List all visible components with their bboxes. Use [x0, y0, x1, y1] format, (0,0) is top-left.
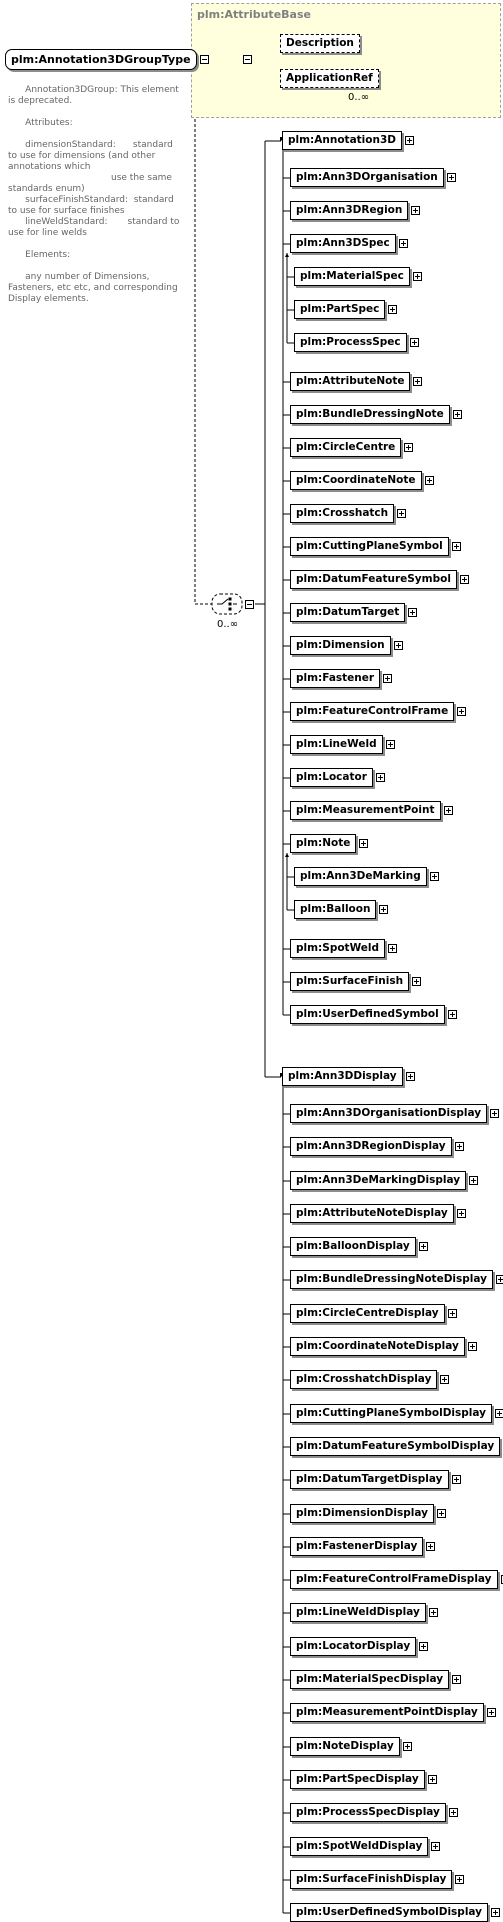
feature-control-frame-expand-icon[interactable]: [457, 707, 466, 716]
abstract-marker: [285, 853, 289, 857]
element-fastener-display[interactable]: plm:FastenerDisplay: [290, 1537, 423, 1556]
coordinate-note-display-expand-icon[interactable]: [468, 1342, 477, 1351]
ann3-dorganisation-display-expand-icon[interactable]: [490, 1109, 499, 1118]
line-weld-display-expand-icon[interactable]: [429, 1608, 438, 1617]
element-locator[interactable]: plm:Locator: [290, 768, 373, 787]
user-defined-symbol-display-expand-icon[interactable]: [491, 1908, 500, 1917]
element-locator-display[interactable]: plm:LocatorDisplay: [290, 1637, 416, 1656]
fastener-display-expand-icon[interactable]: [426, 1542, 435, 1551]
element-ann3-de-marking-display[interactable]: plm:Ann3DeMarkingDisplay: [290, 1171, 466, 1190]
part-spec-expand-icon[interactable]: [388, 305, 397, 314]
ann3-de-marking-expand-icon[interactable]: [430, 872, 439, 881]
element-note-display[interactable]: plm:NoteDisplay: [290, 1737, 400, 1756]
circle-centre-display-expand-icon[interactable]: [448, 1309, 457, 1318]
measurement-point-display-expand-icon[interactable]: [487, 1708, 496, 1717]
material-spec-display-expand-icon[interactable]: [452, 1675, 461, 1684]
attribute-note-display-expand-icon[interactable]: [457, 1209, 466, 1218]
attribute-group-box: [191, 3, 501, 118]
element-spot-weld[interactable]: plm:SpotWeld: [290, 939, 385, 958]
attribute-group-title: plm:AttributeBase: [197, 8, 311, 21]
element-attribute-note[interactable]: plm:AttributeNote: [290, 372, 410, 391]
annotation3-d-expand-icon[interactable]: [405, 136, 414, 145]
choice-icon[interactable]: [212, 594, 242, 614]
note-expand-icon[interactable]: [359, 839, 368, 848]
element-crosshatch[interactable]: plm:Crosshatch: [290, 504, 394, 523]
attribute-description[interactable]: Description: [280, 34, 360, 53]
element-balloon-display[interactable]: plm:BalloonDisplay: [290, 1237, 416, 1256]
element-crosshatch-display[interactable]: plm:CrosshatchDisplay: [290, 1370, 437, 1389]
element-fastener[interactable]: plm:Fastener: [290, 669, 380, 688]
ann3-dspec-expand-icon[interactable]: [399, 239, 408, 248]
element-ann3-dorganisation[interactable]: plm:Ann3DOrganisation: [290, 168, 444, 187]
datum-feature-symbol-expand-icon[interactable]: [460, 575, 469, 584]
attribute-application-ref[interactable]: ApplicationRef: [280, 69, 379, 88]
process-spec-display-expand-icon[interactable]: [449, 1808, 458, 1817]
element-ann3-de-marking[interactable]: plm:Ann3DeMarking: [294, 867, 427, 886]
element-ann3-dregion-display[interactable]: plm:Ann3DRegionDisplay: [290, 1137, 452, 1156]
element-spot-weld-display[interactable]: plm:SpotWeldDisplay: [290, 1837, 428, 1856]
root-collapse-icon[interactable]: [200, 55, 209, 64]
element-cutting-plane-symbol[interactable]: plm:CuttingPlaneSymbol: [290, 537, 449, 556]
element-line-weld[interactable]: plm:LineWeld: [290, 735, 383, 754]
cutting-plane-symbol-display-expand-icon[interactable]: [495, 1409, 503, 1418]
process-spec-expand-icon[interactable]: [410, 338, 419, 347]
element-coordinate-note-display[interactable]: plm:CoordinateNoteDisplay: [290, 1337, 465, 1356]
element-process-spec[interactable]: plm:ProcessSpec: [294, 333, 407, 352]
datum-target-expand-icon[interactable]: [408, 608, 417, 617]
sequence-collapse-icon[interactable]: [243, 55, 252, 64]
annotation-text: Annotation3DGroup: This element is deprecated. Attributes: dimensionStandard: standard to use for dimensions (and other annotations which use the same standards enum) surfaceFinishStandard: standard to use for surface finishes lineWeldStandard: standard to use for line welds Elements: any number of Dimensions, Fasteners, etc etc, and corresponding Display elements.: [8, 85, 180, 304]
element-measurement-point-display[interactable]: plm:MeasurementPointDisplay: [290, 1703, 484, 1722]
ann3-dregion-display-expand-icon[interactable]: [455, 1142, 464, 1151]
crosshatch-expand-icon[interactable]: [397, 509, 406, 518]
root-type-box[interactable]: plm:Annotation3DGroupType: [5, 49, 197, 70]
element-surface-finish[interactable]: plm:SurfaceFinish: [290, 972, 409, 991]
element-circle-centre[interactable]: plm:CircleCentre: [290, 438, 401, 457]
element-ann3-ddisplay[interactable]: plm:Ann3DDisplay: [282, 1067, 403, 1086]
note-display-expand-icon[interactable]: [403, 1742, 412, 1751]
element-feature-control-frame[interactable]: plm:FeatureControlFrame: [290, 702, 454, 721]
element-annotation3-d[interactable]: plm:Annotation3D: [282, 131, 402, 150]
element-material-spec[interactable]: plm:MaterialSpec: [294, 267, 410, 286]
surface-finish-expand-icon[interactable]: [412, 977, 421, 986]
dimension-display-expand-icon[interactable]: [437, 1509, 446, 1518]
fastener-expand-icon[interactable]: [383, 674, 392, 683]
locator-display-expand-icon[interactable]: [419, 1642, 428, 1651]
element-attribute-note-display[interactable]: plm:AttributeNoteDisplay: [290, 1204, 454, 1223]
circle-centre-expand-icon[interactable]: [404, 443, 413, 452]
element-part-spec-display[interactable]: plm:PartSpecDisplay: [290, 1770, 425, 1789]
element-dimension[interactable]: plm:Dimension: [290, 636, 391, 655]
dimension-expand-icon[interactable]: [394, 641, 403, 650]
choice-collapse-icon[interactable]: [245, 600, 254, 609]
element-surface-finish-display[interactable]: plm:SurfaceFinishDisplay: [290, 1870, 452, 1889]
surface-finish-display-expand-icon[interactable]: [455, 1875, 464, 1884]
cutting-plane-symbol-expand-icon[interactable]: [452, 542, 461, 551]
element-user-defined-symbol-display[interactable]: plm:UserDefinedSymbolDisplay: [290, 1903, 488, 1922]
spot-weld-display-expand-icon[interactable]: [431, 1842, 440, 1851]
choice-occurrence: 0..∞: [217, 619, 239, 630]
element-ann3-dspec[interactable]: plm:Ann3DSpec: [290, 234, 396, 253]
attribute-note-expand-icon[interactable]: [413, 377, 422, 386]
element-datum-feature-symbol[interactable]: plm:DatumFeatureSymbol: [290, 570, 457, 589]
element-user-defined-symbol[interactable]: plm:UserDefinedSymbol: [290, 1005, 445, 1024]
spot-weld-expand-icon[interactable]: [388, 944, 397, 953]
element-note[interactable]: plm:Note: [290, 834, 356, 853]
element-circle-centre-display[interactable]: plm:CircleCentreDisplay: [290, 1304, 445, 1323]
element-ann3-dregion[interactable]: plm:Ann3DRegion: [290, 201, 408, 220]
user-defined-symbol-expand-icon[interactable]: [448, 1010, 457, 1019]
element-balloon[interactable]: plm:Balloon: [294, 900, 376, 919]
applicationref-occurrence: 0..∞: [348, 92, 370, 103]
ann3-de-marking-display-expand-icon[interactable]: [469, 1176, 478, 1185]
element-cutting-plane-symbol-display[interactable]: plm:CuttingPlaneSymbolDisplay: [290, 1404, 492, 1423]
abstract-marker: [285, 253, 289, 257]
balloon-expand-icon[interactable]: [379, 905, 388, 914]
element-process-spec-display[interactable]: plm:ProcessSpecDisplay: [290, 1803, 446, 1822]
element-line-weld-display[interactable]: plm:LineWeldDisplay: [290, 1603, 426, 1622]
datum-target-display-expand-icon[interactable]: [452, 1475, 461, 1484]
measurement-point-expand-icon[interactable]: [444, 806, 453, 815]
element-bundle-dressing-note[interactable]: plm:BundleDressingNote: [290, 405, 450, 424]
coordinate-note-expand-icon[interactable]: [425, 476, 434, 485]
element-bundle-dressing-note-display[interactable]: plm:BundleDressingNoteDisplay: [290, 1270, 493, 1289]
line-weld-expand-icon[interactable]: [386, 740, 395, 749]
material-spec-expand-icon[interactable]: [413, 272, 422, 281]
crosshatch-display-expand-icon[interactable]: [440, 1375, 449, 1384]
element-datum-target[interactable]: plm:DatumTarget: [290, 603, 405, 622]
element-material-spec-display[interactable]: plm:MaterialSpecDisplay: [290, 1670, 449, 1689]
balloon-display-expand-icon[interactable]: [419, 1242, 428, 1251]
element-part-spec[interactable]: plm:PartSpec: [294, 300, 385, 319]
element-feature-control-frame-display[interactable]: plm:FeatureControlFrameDisplay: [290, 1570, 498, 1589]
bundle-dressing-note-display-expand-icon[interactable]: [496, 1275, 503, 1284]
ann3-dorganisation-expand-icon[interactable]: [447, 173, 456, 182]
ann3-ddisplay-expand-icon[interactable]: [406, 1072, 415, 1081]
locator-expand-icon[interactable]: [376, 773, 385, 782]
element-datum-feature-symbol-display[interactable]: plm:DatumFeatureSymbolDisplay: [290, 1437, 500, 1456]
ann3-dregion-expand-icon[interactable]: [411, 206, 420, 215]
element-datum-target-display[interactable]: plm:DatumTargetDisplay: [290, 1470, 449, 1489]
element-coordinate-note[interactable]: plm:CoordinateNote: [290, 471, 422, 490]
element-dimension-display[interactable]: plm:DimensionDisplay: [290, 1504, 434, 1523]
element-ann3-dorganisation-display[interactable]: plm:Ann3DOrganisationDisplay: [290, 1104, 487, 1123]
part-spec-display-expand-icon[interactable]: [428, 1775, 437, 1784]
bundle-dressing-note-expand-icon[interactable]: [453, 410, 462, 419]
element-measurement-point[interactable]: plm:MeasurementPoint: [290, 801, 441, 820]
